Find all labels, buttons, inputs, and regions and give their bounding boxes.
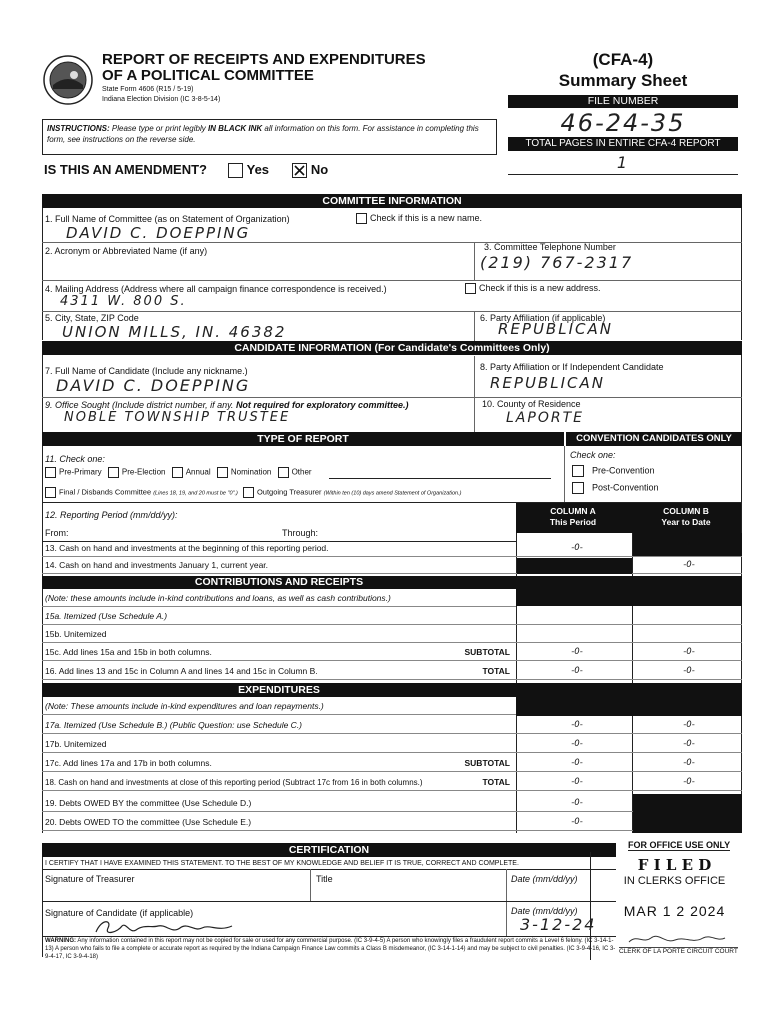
line-19-label: 19. Debts OWED BY the committee (Use Schedule D.) (45, 798, 252, 808)
amendment-question: IS THIS AN AMENDMENT? (44, 162, 207, 177)
line-15c-row (42, 645, 742, 661)
post-convention-option (572, 482, 659, 494)
convention-check-one: Check one: (570, 450, 616, 460)
pre-election-label: Pre-Election (121, 467, 166, 477)
state-seal (43, 55, 93, 105)
state-form-number: State Form 4606 (R15 / 5-19) (102, 86, 194, 93)
line-19-col-a: -0- (571, 798, 583, 808)
party-affiliation-label: 6. Party Affiliation (if applicable) (480, 313, 606, 323)
amendment-no-label: No (310, 162, 329, 177)
filed-stamp (590, 852, 758, 960)
new-address-check (465, 283, 601, 294)
title-line-1: REPORT OF RECEIPTS AND EXPENDITURES (102, 51, 426, 68)
line-15c-col-a: -0- (571, 647, 583, 657)
candidate-date-label: Date (mm/dd/yy) (511, 906, 578, 916)
line-16-total: TOTAL (482, 666, 510, 676)
line-15b-label: 15b. Unitemized (45, 629, 107, 639)
contrib-col-shade (516, 576, 742, 606)
city-state-zip-value: UNION MILLS, IN. 46382 (62, 323, 287, 341)
amendment-row (44, 162, 328, 178)
certification-bar: CERTIFICATION (42, 843, 616, 857)
form-code: (CFA-4) (592, 50, 654, 69)
committee-info-bar: COMMITTEE INFORMATION (42, 194, 742, 208)
pre-primary-label: Pre-Primary (59, 467, 102, 477)
candidate-signature-label: Signature of Candidate (if applicable) (45, 908, 194, 918)
final-options (45, 487, 461, 498)
pre-election-checkbox[interactable] (108, 467, 119, 478)
line-15a-label: 15a. Itemized (Use Schedule A.) (45, 611, 168, 621)
file-number-value: 46-24-35 (560, 109, 686, 137)
warning-text (45, 937, 617, 961)
instructions-lead: INSTRUCTIONS: (47, 124, 110, 133)
nomination-label: Nomination (230, 467, 272, 477)
amendment-yes-label: Yes (246, 162, 270, 177)
report-type-options (45, 467, 312, 478)
treasurer-date-label: Date (mm/dd/yy) (511, 874, 578, 884)
expenditures-bar: EXPENDITURES (42, 683, 516, 697)
pre-convention-label: Pre-Convention (592, 465, 655, 476)
total-pages-value: 1 (616, 153, 630, 172)
column-b-title: COLUMN B (663, 506, 709, 516)
check-one-label: 11. Check one: (45, 454, 105, 464)
office-sought-label-text: 9. Office Sought (Include district number, if any. (45, 400, 236, 410)
office-sought-label (45, 400, 408, 410)
line-15c-subtotal: SUBTOTAL (464, 647, 510, 657)
line-13-col-a: -0- (571, 543, 583, 553)
exp-note-row (42, 699, 516, 715)
office-use-label: FOR OFFICE USE ONLY (628, 840, 731, 850)
annual-checkbox[interactable] (172, 467, 183, 478)
line-15c-col-b: -0- (683, 647, 695, 657)
column-a-subtitle: This Period (549, 517, 597, 527)
line-17a-row (42, 718, 742, 734)
pre-convention-checkbox[interactable] (572, 465, 584, 477)
other-checkbox[interactable] (278, 467, 289, 478)
county-value: LAPORTE (506, 410, 584, 426)
column-b-subtitle: Year to Date (661, 517, 711, 527)
line-17a-col-b: -0- (683, 720, 695, 730)
line-14-col-b: -0- (683, 560, 695, 570)
total-pages-label: TOTAL PAGES IN ENTIRE CFA-4 REPORT (508, 137, 738, 151)
pre-primary-checkbox[interactable] (45, 467, 56, 478)
title-line-2: OF A POLITICAL COMMITTEE (102, 67, 314, 84)
instructions-bold: IN BLACK INK (207, 124, 263, 133)
new-name-checkbox[interactable] (356, 213, 367, 224)
acronym-label: 2. Acronym or Abbreviated Name (if any) (45, 246, 208, 256)
candidate-name-label: 7. Full Name of Candidate (Include any nickname.) (45, 366, 248, 376)
instructions-text-2: all information on this form. For assistance in completing this form, see instructions on the reverse side. (47, 124, 479, 144)
warning-body: Any information contained in this report may not be copied for sale or used for any commercial purpose. (IC 3-9-4-5) A person who knowingly files a fraudulent report commits a Level 6 felony. (IC 3-14-1-13) A person who fails to file a complete or accurate report as required by the Indiana Campaign Finance Law commits a Class B misdemeanor, (IC 3-14-1-14) and may be subject to civil penalties. (IC 3-9-4-16, IC 3-9-4-17, IC 3-9-4-18) (45, 938, 616, 960)
city-state-zip-label: 5. City, State, ZIP Code (45, 313, 139, 323)
filed-stamp-date: MAR 1 2 2024 (623, 903, 726, 919)
line-14-label: 14. Cash on hand and investments January 1, current year. (45, 560, 269, 570)
line-20-label: 20. Debts OWED TO the committee (Use Schedule E.) (45, 817, 252, 827)
nomination-checkbox[interactable] (217, 467, 228, 478)
filed-stamp-clerk: CLERK OF LA PORTE CIRCUIT COURT (619, 948, 738, 955)
line-17c-col-b: -0- (683, 758, 695, 768)
candidate-party-value: REPUBLICAN (490, 374, 605, 392)
line-18-total: TOTAL (482, 777, 510, 787)
line-16-col-a: -0- (571, 666, 583, 676)
exp-note: (Note: These amounts include in-kind expenditures and loan repayments.) (45, 701, 324, 711)
post-convention-checkbox[interactable] (572, 482, 584, 494)
period-from-label: From: (45, 528, 69, 538)
convention-bar: CONVENTION CANDIDATES ONLY (566, 432, 742, 446)
pre-convention-option (572, 465, 655, 477)
line-18-row (42, 775, 742, 791)
instructions-text-1: Please type or print legibly (109, 124, 208, 133)
final-disbands-label: Final / Disbands Committee (59, 487, 152, 497)
filed-stamp-office: IN CLERKS OFFICE (623, 875, 726, 887)
final-disbands-note: (Lines 18, 19, and 20 must be "0".) (153, 490, 238, 497)
office-sought-bold: Not required for exploratory committee.) (235, 400, 409, 410)
candidate-party-label: 8. Party Affiliation or If Independent Candidate (480, 362, 664, 372)
summary-sheet-title: Summary Sheet (558, 71, 688, 90)
certification-statement: I CERTIFY THAT I HAVE EXAMINED THIS STATEMENT. TO THE BEST OF MY KNOWLEDGE AND BELIEF IT IS TRUE, CORRECT AND COMPLETE. (45, 860, 519, 867)
telephone-label: 3. Committee Telephone Number (484, 242, 616, 252)
line-20-col-a: -0- (571, 817, 583, 827)
line-18-col-a: -0- (571, 777, 583, 787)
warning-lead: WARNING: (45, 938, 76, 944)
line-17b-label: 17b. Unitemized (45, 739, 107, 749)
final-disbands-checkbox[interactable] (45, 487, 56, 498)
new-name-label: Check if this is a new name. (370, 213, 483, 223)
type-of-report-bar: TYPE OF REPORT (42, 432, 564, 446)
office-sought-value: NOBLE TOWNSHIP TRUSTEE (64, 410, 291, 425)
line-15c-label: 15c. Add lines 15a and 15b in both columns. (45, 647, 212, 657)
line-14-col-a-shade (517, 558, 632, 574)
line-13-col-b-shade (633, 533, 742, 556)
report-title (102, 52, 426, 84)
outgoing-treasurer-label: Outgoing Treasurer (256, 487, 322, 497)
line-14-row (42, 558, 742, 574)
candidate-name-value: DAVID C. DOEPPING (56, 376, 251, 395)
committee-name-value: DAVID C. DOEPPING (66, 224, 251, 242)
contributions-bar: CONTRIBUTIONS AND RECEIPTS (42, 576, 516, 589)
amendment-yes-checkbox[interactable] (228, 163, 243, 178)
line-17b-row (42, 737, 742, 753)
line-17c-subtotal: SUBTOTAL (464, 758, 510, 768)
outgoing-treasurer-note: (Within ten (10) days amend Statement of Organization.) (323, 490, 462, 497)
line-18-label: 18. Cash on hand and investments at close of this reporting period (Subtract 17c from 16 in both columns.) (45, 778, 423, 787)
outgoing-treasurer-checkbox[interactable] (243, 487, 254, 498)
annual-label: Annual (185, 467, 211, 477)
period-through-label: Through: (282, 528, 319, 538)
instructions-box (42, 119, 497, 155)
mailing-address-value: 4311 W. 800 S. (60, 294, 187, 309)
contrib-note: (Note: these amounts include in-kind contributions and loans, as well as cash contributions.) (45, 593, 391, 603)
line-15b-row (42, 627, 742, 643)
title-label: Title (316, 874, 333, 884)
line-17b-col-b: -0- (683, 739, 695, 749)
line-13-label: 13. Cash on hand and investments at the beginning of this reporting period. (45, 543, 329, 553)
line-17c-row (42, 756, 742, 772)
line-17c-label: 17c. Add lines 17a and 17b in both columns. (45, 758, 212, 768)
line-17b-col-a: -0- (571, 739, 583, 749)
line-17a-col-a: -0- (571, 720, 583, 730)
line-15a-row (42, 609, 742, 625)
exp-col-shade (516, 683, 742, 716)
reporting-period-label: 12. Reporting Period (mm/dd/yy): (45, 510, 178, 520)
committee-name-label: 1. Full Name of Committee (as on Statement of Organization) (45, 214, 290, 224)
election-division: Indiana Election Division (IC 3-8-5-14) (102, 96, 221, 103)
line-17a-label: 17a. Itemized (Use Schedule B.) (Public Question: use Schedule C.) (45, 720, 303, 730)
line-16-row (42, 664, 742, 680)
line-18-col-b: -0- (683, 777, 695, 787)
filed-stamp-title: F I L E D (637, 856, 712, 874)
new-address-label: Check if this is a new address. (479, 283, 601, 293)
county-label: 10. County of Residence (482, 399, 581, 409)
column-a-title: COLUMN A (550, 506, 596, 516)
amendment-no-checkbox[interactable] (292, 163, 307, 178)
other-label: Other (291, 467, 312, 477)
candidate-date-value: 3-12-24 (520, 915, 597, 934)
line-17c-col-a: -0- (571, 758, 583, 768)
new-name-check (356, 213, 482, 224)
treasurer-signature-label: Signature of Treasurer (45, 874, 135, 884)
contrib-note-row (42, 591, 516, 607)
mailing-address-label: 4. Mailing Address (Address where all campaign finance correspondence is received.) (45, 284, 387, 294)
post-convention-label: Post-Convention (592, 482, 659, 493)
new-address-checkbox[interactable] (465, 283, 476, 294)
party-affiliation-value: REPUBLICAN (498, 320, 613, 338)
telephone-value: (219) 767-2317 (480, 253, 634, 272)
file-number-label: FILE NUMBER (508, 95, 738, 108)
line-16-label: 16. Add lines 13 and 15c in Column A and lines 14 and 15c in Column B. (45, 666, 318, 676)
candidate-info-bar: CANDIDATE INFORMATION (For Candidate's Committees Only) (42, 341, 742, 355)
debts-col-b-shade (633, 794, 742, 833)
line-16-col-b: -0- (683, 666, 695, 676)
